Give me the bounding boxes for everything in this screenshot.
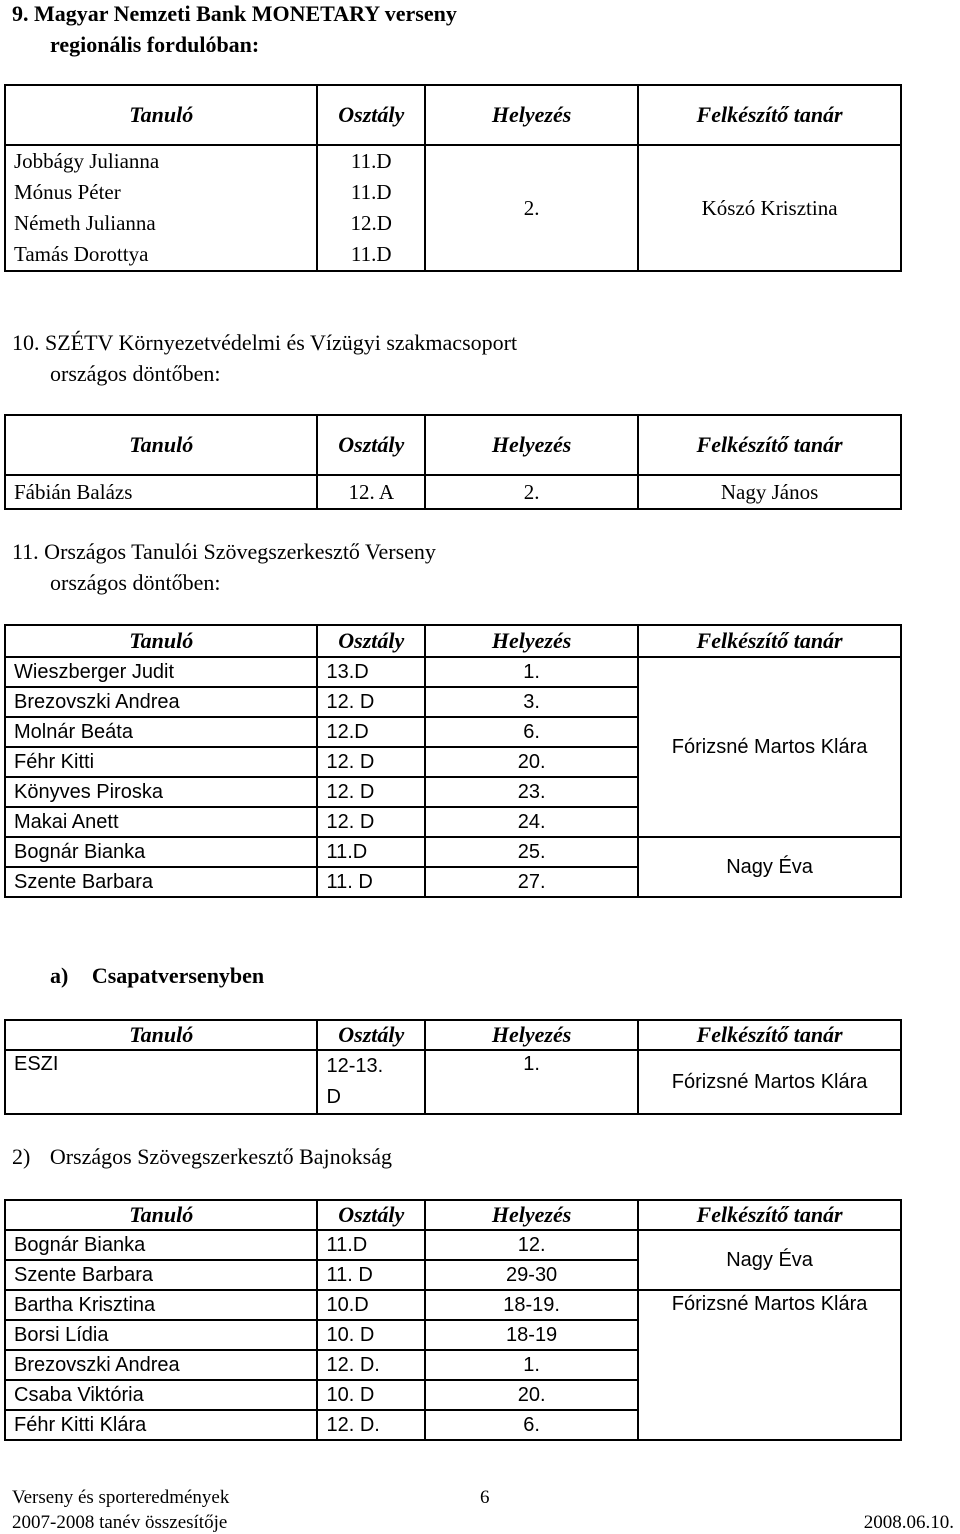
class-value: 12. D <box>317 687 425 717</box>
header-helyezes: Helyezés <box>425 625 638 657</box>
place-value: 1. <box>425 1050 638 1114</box>
header-tanulo: Tanuló <box>5 625 317 657</box>
student-name: Könyves Piroska <box>5 777 317 807</box>
teacher-name: Nagy Éva <box>638 1230 901 1290</box>
teacher-name: Fórizsné Martos Klára <box>638 1290 901 1440</box>
section-title-line: 9. Magyar Nemzeti Bank MONETARY verseny <box>12 1 457 26</box>
teacher-name: Fórizsné Martos Klára <box>638 1050 901 1114</box>
section-subtitle-line: országos döntőben: <box>50 361 221 386</box>
class-value: 11.D <box>350 242 392 266</box>
student-name: Németh Julianna <box>14 211 156 235</box>
place-value: 29-30 <box>425 1260 638 1290</box>
class-value: 11.D <box>317 1230 425 1260</box>
student-name: Féhr Kitti <box>5 747 317 777</box>
header-osztaly: Osztály <box>317 625 425 657</box>
section-label: 2) <box>12 1144 31 1169</box>
header-osztaly: Osztály <box>317 85 425 145</box>
place-value: 3. <box>425 687 638 717</box>
student-name: Wieszberger Judit <box>5 657 317 687</box>
teacher-name: Fórizsné Martos Klára <box>638 657 901 837</box>
header-tanar: Felkészítő tanár <box>638 415 901 475</box>
class-value: 13.D <box>317 657 425 687</box>
class-value: 11.D <box>350 149 392 173</box>
table-bajnoksag <box>4 1199 902 1441</box>
footer-left-1: Verseny és sporteredmények <box>12 1487 230 1508</box>
section-subtitle-line: országos döntőben: <box>50 570 221 595</box>
student-name: Makai Anett <box>5 807 317 837</box>
table-monetary <box>4 84 902 272</box>
team-name: ESZI <box>5 1050 317 1114</box>
place-value: 24. <box>425 807 638 837</box>
table-szovegszerkeszto <box>4 624 902 898</box>
student-name: Molnár Beáta <box>5 717 317 747</box>
class-value: 12. D <box>317 807 425 837</box>
student-name: Brezovszki Andrea <box>5 687 317 717</box>
header-tanar: Felkészítő tanár <box>638 1020 901 1050</box>
place-value: 20. <box>425 1380 638 1410</box>
header-helyezes: Helyezés <box>425 1200 638 1230</box>
table-csapat <box>4 1019 902 1115</box>
section-10-title <box>12 327 517 389</box>
teacher-name: Nagy Éva <box>638 837 901 897</box>
student-name: Borsi Lídia <box>5 1320 317 1350</box>
student-name: Féhr Kitti Klára <box>5 1410 317 1440</box>
section-title-text: Országos Szövegszerkesztő Bajnokság <box>49 1144 392 1169</box>
student-name: Bognár Bianka <box>5 837 317 867</box>
header-helyezes: Helyezés <box>425 85 638 145</box>
class-value: 12-13. <box>326 1055 384 1077</box>
class-cell <box>317 1050 425 1114</box>
place-value: 18-19 <box>425 1320 638 1350</box>
footer-left-2: 2007-2008 tanév összesítője <box>12 1512 228 1533</box>
section-11-title <box>12 536 436 598</box>
section-a-title <box>50 960 264 991</box>
place-value: 20. <box>425 747 638 777</box>
section-title-line: 10. SZÉTV Környezetvédelmi és Vízügyi szakmacsoport <box>12 330 518 355</box>
header-osztaly: Osztály <box>317 1200 425 1230</box>
header-tanar: Felkészítő tanár <box>638 625 901 657</box>
class-value: 12. D <box>317 747 425 777</box>
table-szetv <box>4 414 902 510</box>
class-value: 12. D <box>317 777 425 807</box>
student-name: Fábián Balázs <box>5 475 317 509</box>
names-cell <box>5 145 317 271</box>
header-tanulo: Tanuló <box>5 1020 317 1050</box>
class-value: 12.D <box>350 211 392 235</box>
header-tanar: Felkészítő tanár <box>638 1200 901 1230</box>
footer-page-number: 6 <box>480 1487 490 1508</box>
header-tanar: Felkészítő tanár <box>638 85 901 145</box>
section-title-line: 11. Országos Tanulói Szövegszerkesztő Verseny <box>12 539 436 564</box>
place-value: 1. <box>425 657 638 687</box>
class-value: 11.D <box>317 837 425 867</box>
footer-date: 2008.06.10. <box>863 1512 954 1533</box>
header-osztaly: Osztály <box>317 1020 425 1050</box>
student-name: Szente Barbara <box>5 867 317 897</box>
place-value: 6. <box>425 1410 638 1440</box>
class-value: 11.D <box>350 180 392 204</box>
class-value: 12.D <box>317 717 425 747</box>
header-helyezes: Helyezés <box>425 415 638 475</box>
class-value: 12. D. <box>317 1410 425 1440</box>
section-title-text: Csapatversenyben <box>91 963 265 988</box>
student-name: Csaba Viktória <box>5 1380 317 1410</box>
student-name: Szente Barbara <box>5 1260 317 1290</box>
teacher-cell: Kószó Krisztina <box>638 145 901 271</box>
header-osztaly: Osztály <box>317 415 425 475</box>
header-tanulo: Tanuló <box>5 1200 317 1230</box>
section-9-title <box>12 0 457 60</box>
class-value: D <box>326 1086 341 1108</box>
place-value: 6. <box>425 717 638 747</box>
class-value: 10. D <box>317 1380 425 1410</box>
place-value: 18-19. <box>425 1290 638 1320</box>
place-value: 25. <box>425 837 638 867</box>
class-value: 10. D <box>317 1320 425 1350</box>
class-value: 11. D <box>317 867 425 897</box>
place-value: 1. <box>425 1350 638 1380</box>
class-value: 12. D. <box>317 1350 425 1380</box>
student-name: Tamás Dorottya <box>14 242 149 266</box>
section-label: a) <box>50 963 69 988</box>
header-tanulo: Tanuló <box>5 85 317 145</box>
student-name: Jobbágy Julianna <box>14 149 160 173</box>
section-2-title <box>12 1141 392 1172</box>
student-name: Mónus Péter <box>14 180 121 204</box>
student-name: Brezovszki Andrea <box>5 1350 317 1380</box>
place-value: 2. <box>425 475 638 509</box>
class-value: 11. D <box>317 1260 425 1290</box>
teacher-name: Nagy János <box>638 475 901 509</box>
student-name: Bartha Krisztina <box>5 1290 317 1320</box>
place-value: 27. <box>425 867 638 897</box>
student-name: Bognár Bianka <box>5 1230 317 1260</box>
place-value: 12. <box>425 1230 638 1260</box>
header-tanulo: Tanuló <box>5 415 317 475</box>
class-value: 10.D <box>317 1290 425 1320</box>
class-value: 12. A <box>317 475 425 509</box>
place-cell: 2. <box>425 145 638 271</box>
header-helyezes: Helyezés <box>425 1020 638 1050</box>
section-subtitle-line: regionális fordulóban: <box>50 32 260 57</box>
classes-cell <box>317 145 425 271</box>
place-value: 23. <box>425 777 638 807</box>
